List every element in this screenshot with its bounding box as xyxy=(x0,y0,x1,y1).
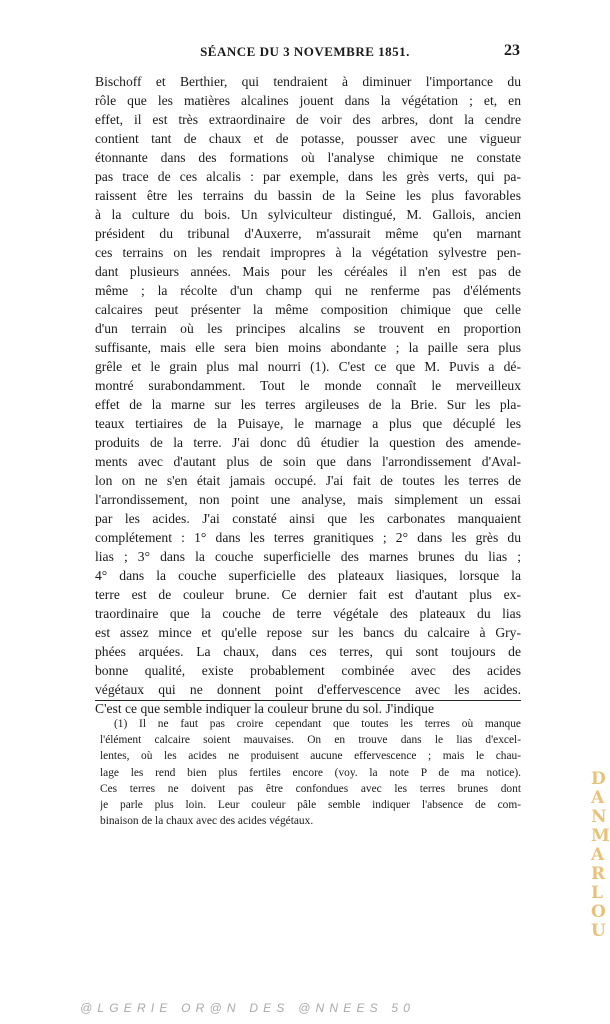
text-line: par les acides. J'ai constaté ainsi que les carbonates manquaient xyxy=(95,511,521,526)
text-line: à la culture du bois. Un sylviculteur distingué, M. Gallois, ancien xyxy=(95,207,521,222)
text-line: d'un terrain où les principes alcalins se trouvent en proportion xyxy=(95,321,521,336)
text-line: ments avec d'autant plus de soin que dans l'arrondissement d'Aval- xyxy=(95,454,521,469)
text-line: raissent être les terrains du bassin de la Seine les plus favorables xyxy=(95,188,521,203)
text-line: effet, il est très extraordinaire de voir des arbres, dont la cendre xyxy=(95,112,521,127)
page-number: 23 xyxy=(504,42,520,59)
text-line: teaux tertiaires de la Puisaye, le marnage a plus que décuplé les xyxy=(95,416,521,431)
text-line: terre est de couleur brune. Ce dernier fait est d'autant plus ex- xyxy=(95,587,521,602)
text-line: bonne qualité, existe probablement combinée avec des acides xyxy=(95,663,521,678)
text-line: pas trace de ces alcalis : par exemple, dans les grès verts, qui pa- xyxy=(95,169,521,184)
text-line: contient tant de chaux et de potasse, pousser avec une vigueur xyxy=(95,131,521,146)
footnote-line: l'élément calcaire soient mauvaises. On en trouve dans le lias d'excel- xyxy=(100,734,521,747)
text-line: est assez mince et qu'elle repose sur les bancs du calcaire à Gry- xyxy=(95,625,521,640)
text-line: dant plusieurs années. Mais pour les céréales il n'en est pas de xyxy=(95,264,521,279)
vertical-watermark: D A N M A R L O U xyxy=(591,769,610,941)
footnote-line: binaison de la chaux avec des acides végétaux. xyxy=(100,815,314,828)
running-title: SÉANCE DU 3 NOVEMBRE 1851. xyxy=(200,44,410,59)
text-line: ces terrains on les rendait impropres à la végétation sylvestre pen- xyxy=(95,245,521,260)
text-line: traordinaire que la couche de terre végétale des plateaux du lias xyxy=(95,606,521,621)
text-line: lon on ne s'en était jamais occupé. J'ai fait de toutes les terres de xyxy=(95,473,521,488)
footnote-line: lage les rend bien plus fertiles encore (voy. la note P de ma notice). xyxy=(100,766,521,779)
text-line: complétement : 1° dans les terres granitiques ; 2° dans les grès du xyxy=(95,530,521,545)
footnote-line: Ces terres ne doivent pas être confondues avec les terres brunes dont xyxy=(100,782,521,795)
footnote-rule xyxy=(95,700,521,701)
text-line: montré surabondamment. Tout le monde connaît le merveilleux xyxy=(95,378,521,393)
text-line: même ; la récolte d'un champ qui ne renferme pas d'éléments xyxy=(95,283,521,298)
text-line: rôle que les matières alcalines jouent dans la végétation ; et, en xyxy=(95,93,521,108)
text-line: C'est ce que semble indiquer la couleur brune du sol. J'indique xyxy=(95,701,434,716)
text-line: l'arrondissement, non point une analyse, mais simplement un essai xyxy=(95,492,521,507)
text-line: lias ; 3° dans la couche superficielle des marnes brunes du lias ; xyxy=(95,549,521,564)
text-line: produits de la terre. J'ai donc dû étudier la question des amende- xyxy=(95,435,521,450)
text-line: suffisante, mais elle sera bien moins abondante ; la paille sera plus xyxy=(95,340,521,355)
text-line: phées arquées. La chaux, dans ces terres, qui sont toujours de xyxy=(95,644,521,659)
text-line: effet de la marne sur les terres argileuses de la Brie. Sur les pla- xyxy=(95,397,521,412)
text-line: président du tribunal d'Auxerre, m'assurait même qu'en marnant xyxy=(95,226,521,241)
footer-watermark: @LGERIE OR@N DES @NNEES 50 xyxy=(80,1001,416,1015)
text-line: grêle et le grain plus mal nourri (1). C'est ce que M. Puvis a dé- xyxy=(95,359,521,374)
main-text xyxy=(95,72,521,718)
footnote-line: (1) Il ne faut pas croire cependant que toutes les terres où manque xyxy=(114,718,521,730)
text-line: végétaux qui ne donnent point d'effervescence avec les acides. xyxy=(95,682,521,697)
text-line: calcaires peut présenter la même composition chimique que celle xyxy=(95,302,521,317)
footnote-line: je parle plus loin. Leur couleur pâle semble indiquer l'absence de com- xyxy=(100,798,521,811)
page-header xyxy=(90,44,520,66)
footnote-line: lentes, où les acides ne produisent aucune effervescence ; mais le chau- xyxy=(100,750,521,763)
text-line: 4° dans la couche superficielle des plateaux liasiques, lorsque la xyxy=(95,568,521,583)
footnote xyxy=(100,716,521,829)
text-line: Bischoff et Berthier, qui tendraient à diminuer l'importance du xyxy=(95,74,521,89)
text-line: étonnante dans des formations où l'analyse chimique ne constate xyxy=(95,150,521,165)
